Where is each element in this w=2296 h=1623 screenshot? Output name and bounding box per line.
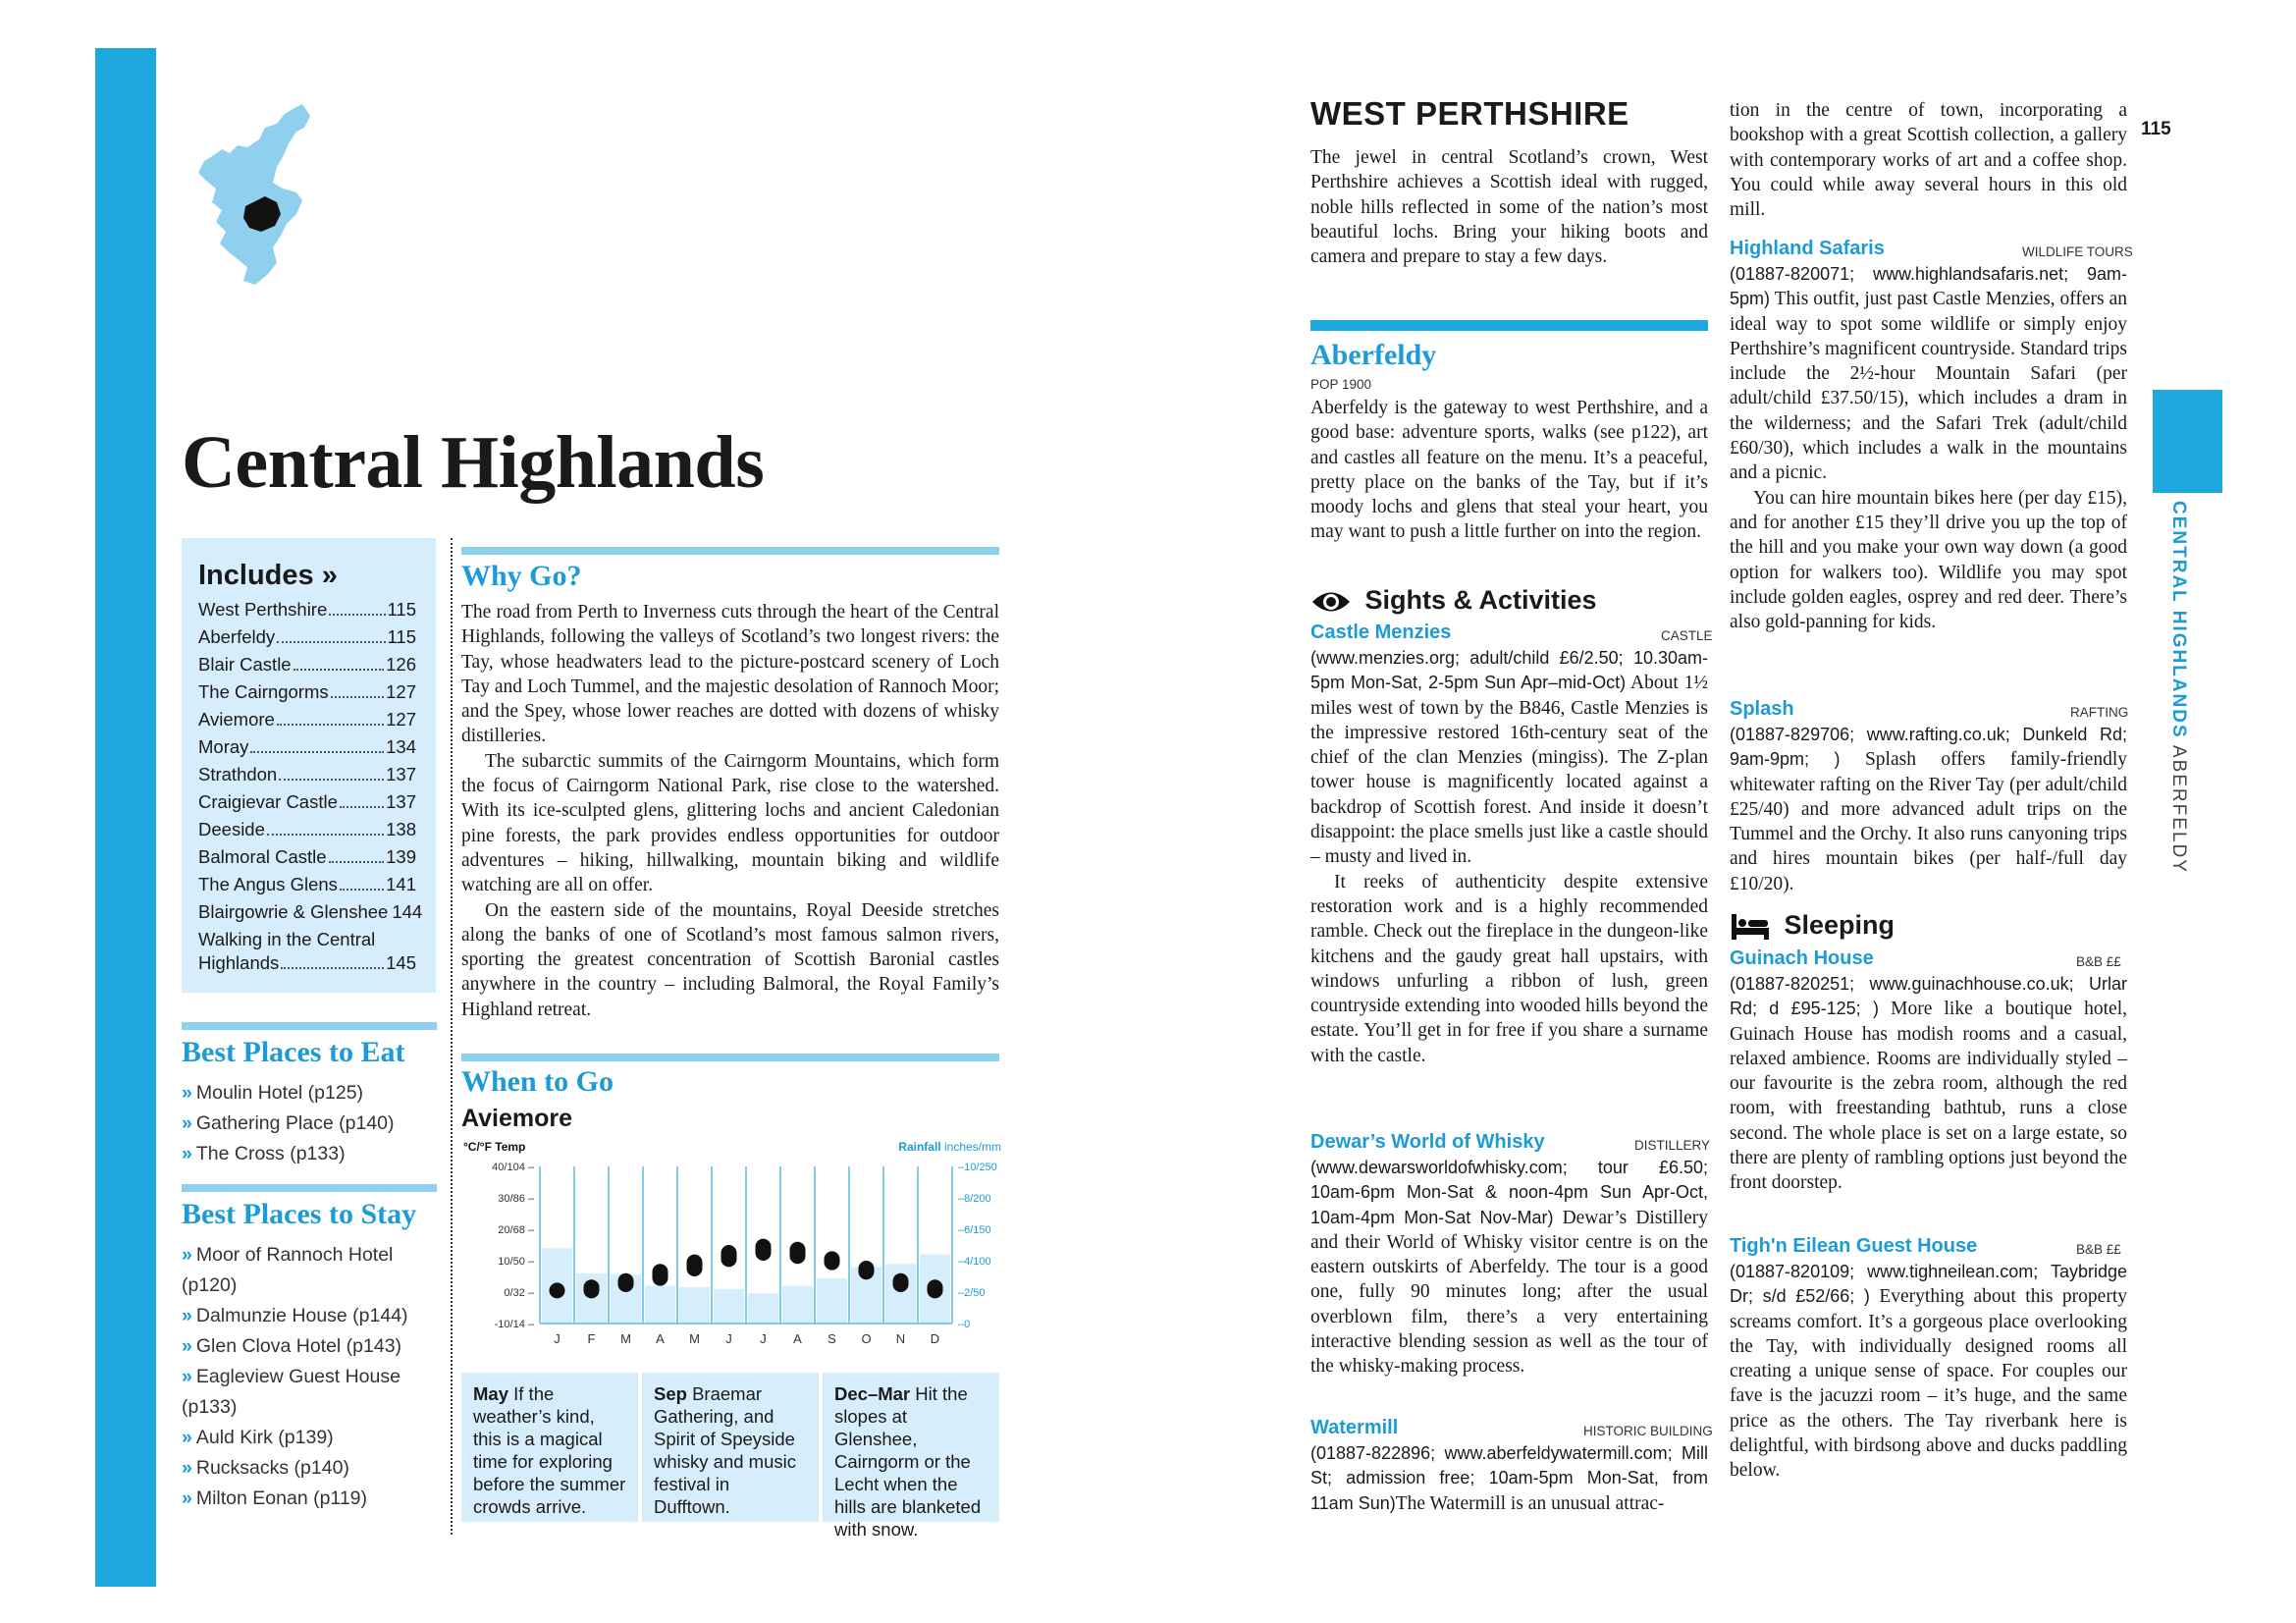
list-item: » Moor of Rannoch Hotel [182,1244,394,1266]
includes-item: Blair Castle 126 [198,654,416,675]
includes-item: Craigievar Castle 137 [198,791,416,812]
temp-range [550,1282,565,1298]
tighn-info: (01887-820109; www.tighneilean.com; Taybridge Dr; s/d £52/66; ) [1730,1262,2127,1307]
when-rule [461,1054,999,1061]
rain-tick: –10/250 [958,1162,997,1173]
temp-range [790,1242,806,1264]
month-label: J [725,1331,732,1346]
rain-bar [748,1293,778,1324]
why-go-text [461,600,999,1022]
temp-range [687,1255,703,1276]
rain-bar [714,1289,744,1324]
month-label: J [760,1331,767,1346]
page-title: Central Highlands [182,421,765,504]
when-to-go-heading: When to Go [461,1065,614,1098]
side-label [2165,501,2195,874]
when-place: Aviemore [461,1105,573,1132]
castle-menzies-title: Castle Menzies [1310,622,1452,643]
includes-item: Deeside 138 [198,819,416,839]
safaris-info: (01887-820071; www.highlandsafaris.net; 9am-5pm) [1730,264,2127,309]
watermill-continued: tion in the centre of town, incorporating a bookshop with a great Scottish collection, a gallery with contemporary works of art and a coffee shop. You could while away several hours in this old mill. [1730,100,2127,221]
rain-tick: –0 [958,1319,971,1330]
why-go-rule [461,547,999,555]
temp-tick: 20/68 – [498,1224,534,1236]
side-tab [2153,390,2222,493]
rain-axis-label: Rainfall inches/mm [898,1140,1001,1154]
tighn-text [1730,1260,2127,1484]
temp-range [893,1273,909,1292]
safaris-body: This outfit, just past Castle Menzies, offers an ideal way to spot some wildlife or simply enjoy Perthshire’s magnificent countryside. Standard trips include the 2½-hour Mountain Safari (per adult/child £37.50/15), which includes a dram in the wilderness; and the Safari Trek (adult/child £60/30), which includes a walk in the mountains and a picnic. [1730,289,2127,484]
west-perthshire-heading: WEST PERTHSHIRE [1310,95,1629,132]
guinach-text [1730,972,2127,1196]
page-number: 115 [2141,119,2171,139]
column-divider [451,538,453,1535]
list-item: » Milton Eonan (p119) [182,1488,368,1509]
stay-rule [182,1184,437,1192]
list-item: » Dalmunzie House (p144) [182,1305,408,1326]
left-color-bar [95,48,156,1587]
list-item: » Moulin Hotel (p125) [182,1082,364,1104]
includes-item: Aviemore 127 [198,709,416,730]
rain-tick: –8/200 [958,1193,991,1205]
watermill-info: (01887-822896; www.aberfeldywatermill.com; Mill St; admission free; 10am-5pm Mon-Sat, from 11am Sun) [1310,1443,1708,1513]
eat-rule [182,1022,437,1030]
tighn-body: Everything about this property screams comfort. It’s a gorgeous place overlooking the Tay, with individually designed rooms all creating a unique sense of space. For couples our fave is the jacuzzi room – it’s huge, and the same price as the others. The Tay riverbank here is delightful, with birdsong above and ducks paddling below. [1730,1286,2127,1482]
dewars-text [1310,1156,1708,1380]
rain-bar [782,1286,813,1324]
sights-heading [1310,585,1597,617]
includes-item: Moray 134 [198,736,416,757]
temp-range [928,1279,943,1298]
month-label: F [587,1331,596,1346]
best-stay-heading: Best Places to Stay [182,1198,417,1230]
includes-item: The Cairngorms 127 [198,681,416,702]
month-label: M [689,1331,700,1346]
dewars-body: Dewar’s Distillery and their World of Whisky visitor centre is on the eastern outskirts of Aberfeldy. The tour is a good one, fully 90 minutes long; after the usual overblown film, there’s a very entertaining interactive blending session as well as the tour of the whisky-making process. [1310,1207,1709,1378]
watermill-title: Watermill [1310,1417,1399,1438]
temp-tick: 40/104 – [492,1162,534,1173]
side-label-bold: CENTRAL HIGHLANDS [2168,501,2189,739]
watermill-tag: HISTORIC BUILDING [1583,1424,1713,1438]
includes-item: Balmoral Castle 139 [198,846,416,867]
list-item: » Rucksacks (p140) [182,1457,349,1479]
temp-tick: 0/32 – [504,1287,534,1299]
temp-range [756,1239,772,1261]
safaris-title: Highland Safaris [1730,238,1885,259]
safaris-text [1730,262,2127,634]
temp-range [584,1279,600,1298]
temp-range [721,1245,737,1267]
month-label: S [828,1331,836,1346]
includes-heading: Includes » [198,560,338,591]
castle-menzies-text [1310,646,1708,1068]
guinach-info: (01887-820251; www.guinachhouse.co.uk; Urlar Rd; d £95-125; ) [1730,974,2127,1019]
castle-menzies-body: About 1½ miles west of town by the B846, Castle Menzies is the impressive restored 16th-century seat of the chief of the clan Menzies (mingiss). The Z-plan tower house is magnificently located against a backdrop of Scottish forest. And inside it doesn’t disappoint: the place smells just like a castle should – musty and lived in. [1310,673,1708,868]
includes-item: Blairgowrie & Glenshee 144 [198,901,423,922]
sights-heading-label: Sights & Activities [1364,585,1597,615]
splash-tag: RAFTING [2070,705,2129,720]
month-label: D [930,1331,940,1346]
dewars-title: Dewar’s World of Whisky [1310,1131,1545,1153]
rain-tick: –4/100 [958,1256,991,1268]
why-go-p1: The road from Perth to Inverness cuts through the heart of the Central Highlands, following the valleys of Scotland’s two longest rivers: the Tay, whose headwaters lead to the picture-postcard scenery of Loch Tay and Loch Tummel, and the majestic desolation of Rannoch Moor; and the Spey, whose lower reaches are dotted with dozens of whisky distilleries. [461,602,999,747]
castle-menzies-tag: CASTLE [1661,628,1713,643]
list-item: » The Cross (p133) [182,1143,346,1164]
why-go-p2: The subarctic summits of the Cairngorm Mountains, which form the focus of Cairngorm National Park, rise close to the watershed. With its ice-sculpted glens, glittering lochs and ancient Caledonian pine forests, the park provides endless opportunities for outdoor adventures – hiking, hillwalking, mountain biking and wildlife watching are all on offer. [461,750,999,896]
rain-bar [817,1278,847,1324]
month-label: J [554,1331,561,1346]
temp-range [825,1251,840,1270]
tighn-title: Tigh'n Eilean Guest House [1730,1235,1978,1257]
includes-item: Walking in the Central [198,929,376,949]
castle-menzies-info: (www.menzies.org; adult/child £6/2.50; 10.30am-5pm Mon-Sat, 2-5pm Sun Apr–mid-Oct) [1310,648,1708,693]
dewars-tag: DISTILLERY [1634,1138,1711,1153]
temp-range [653,1264,668,1285]
safaris-p2: You can hire mountain bikes here (per day £15), and for another £15 they’ll drive you up the top of the hill and you make your own way down (a good option for walkers too). Wildlife you may spot include golden eagles, osprey and red deer. There’s also gold-panning for kids. [1730,487,2127,633]
month-label: M [620,1331,631,1346]
aberfeldy-rule [1310,320,1708,331]
splash-info: (01887-829706; www.rafting.co.uk; Dunkeld Rd; 9am-9pm; ) [1730,725,2127,770]
splash-body: Splash offers family-friendly whitewater rafting on the River Tay (per adult/child £25/40) and more advanced adult trips on the Tummel and the Orchy. It also runs canyoning trips and hires mountain bikes (per half-/full day £10/20). [1730,749,2127,894]
rain-tick: –2/50 [958,1287,986,1299]
month-label: O [861,1331,872,1346]
list-item: (p133) [182,1396,238,1418]
when-box-sep: Sep Braemar Gathering, and Spirit of Speyside whisky and music festival in Dufftown. [642,1373,819,1522]
includes-item: Aberfeldy 115 [198,626,416,647]
why-go-heading: Why Go? [461,560,582,592]
includes-item: Strathdon 137 [198,764,416,784]
list-item: (p120) [182,1274,238,1296]
list-item: » Glen Clova Hotel (p143) [182,1335,402,1357]
guinach-title: Guinach House [1730,947,1874,969]
includes-item: West Perthshire 115 [198,599,416,620]
rain-bar [885,1264,916,1324]
includes-item: The Angus Glens 141 [198,874,416,894]
list-item: » Auld Kirk (p139) [182,1427,334,1448]
rain-bar [645,1286,675,1324]
list-item: » Eagleview Guest House [182,1366,400,1387]
eye-icon [1310,587,1352,617]
when-box-may: May If the weather’s kind, this is a magical time for exploring before the summer crowds arrive. [461,1373,638,1522]
why-go-p3: On the eastern side of the mountains, Royal Deeside stretches along the banks of one of Scotland’s most famous salmon rivers, sporting the greatest concentration of Scottish Baronial castles anywhere in the country – including Balmoral, the Royal Family’s Highland retreat. [461,899,999,1020]
rain-tick: –6/150 [958,1224,991,1236]
temp-tick: 30/86 – [498,1193,534,1205]
rain-bar [679,1287,710,1324]
best-eat-heading: Best Places to Eat [182,1036,405,1068]
month-label: N [895,1331,906,1346]
temp-range [859,1261,875,1279]
temp-tick: -10/14 – [494,1319,534,1330]
list-item: » Gathering Place (p140) [182,1112,395,1134]
includes-item: Highlands 145 [198,952,416,973]
month-label: A [793,1331,802,1346]
watermill-body-start: The Watermill is an unusual attrac- [1395,1492,1665,1514]
safaris-tag: WILDLIFE TOURS [2022,244,2133,259]
watermill-text [1310,1441,1708,1515]
side-label-sub: ABERFELDY [2168,744,2189,874]
temp-range [618,1273,634,1292]
aberfeldy-text: Aberfeldy is the gateway to west Perthshire, and a good base: adventure sports, walks (see p122), art and castles all feature on the menu. It’s a peaceful, pretty place on the banks of the Tay, but if it’s moody lochs and glens that steal your heart, you may want to push a little further on into the region. [1310,398,1708,543]
west-perthshire-intro: The jewel in central Scotland’s crown, West Perthshire achieves a Scottish ideal with rugged, noble hills reflected in some of the nation’s most beautiful lochs. Bring your hiking boots and camera and prepare to stay a few days. [1310,147,1708,268]
bed-icon [1730,912,1771,942]
sleeping-heading [1730,910,1895,942]
temp-tick: 10/50 – [498,1256,534,1268]
guinach-body: More like a boutique hotel, Guinach House has modish rooms and a casual, relaxed ambience. Rooms are individually styled – our favourite is the zebra room, although the red room, with freestanding bathtub, runs a close second. The whole place is set on a large estate, so there are plenty of rambling options just beyond the front doorstep. [1730,999,2128,1194]
sleeping-heading-label: Sleeping [1784,910,1896,940]
month-label: A [656,1331,665,1346]
aberfeldy-heading: Aberfeldy [1310,339,1437,371]
dewars-info: (www.dewarsworldofwhisky.com; tour £6.50; 10am-6pm Mon-Sat & noon-4pm Sun Apr-Oct, 10am-4pm Mon-Sat Nov-Mar) [1310,1158,1708,1227]
tighn-tag: B&B ££ [2076,1242,2121,1257]
splash-text [1730,723,2127,896]
splash-title: Splash [1730,698,1794,720]
guinach-tag: B&B ££ [2076,954,2121,969]
castle-menzies-p2: It reeks of authenticity despite extensive restoration work and is a highly recommended ramble. Check out the fireplace in the dungeon-like kitchens and the gaudy great hall upstairs, with windows unfurling a ribbon of lush, green countryside extending into wooded hills beyond the estate. You’ll get in for free if you share a surname with the castle. [1310,871,1708,1066]
aberfeldy-pop: POP 1900 [1310,377,1372,392]
scotland-map-icon [187,98,314,287]
temp-axis-label: °C/°F Temp [463,1140,526,1154]
when-box-decmar: Dec–Mar Hit the slopes at Glenshee, Cairngorm or the Lecht when the hills are blanketed with snow. [823,1373,999,1522]
climate-chart [461,1137,1003,1358]
